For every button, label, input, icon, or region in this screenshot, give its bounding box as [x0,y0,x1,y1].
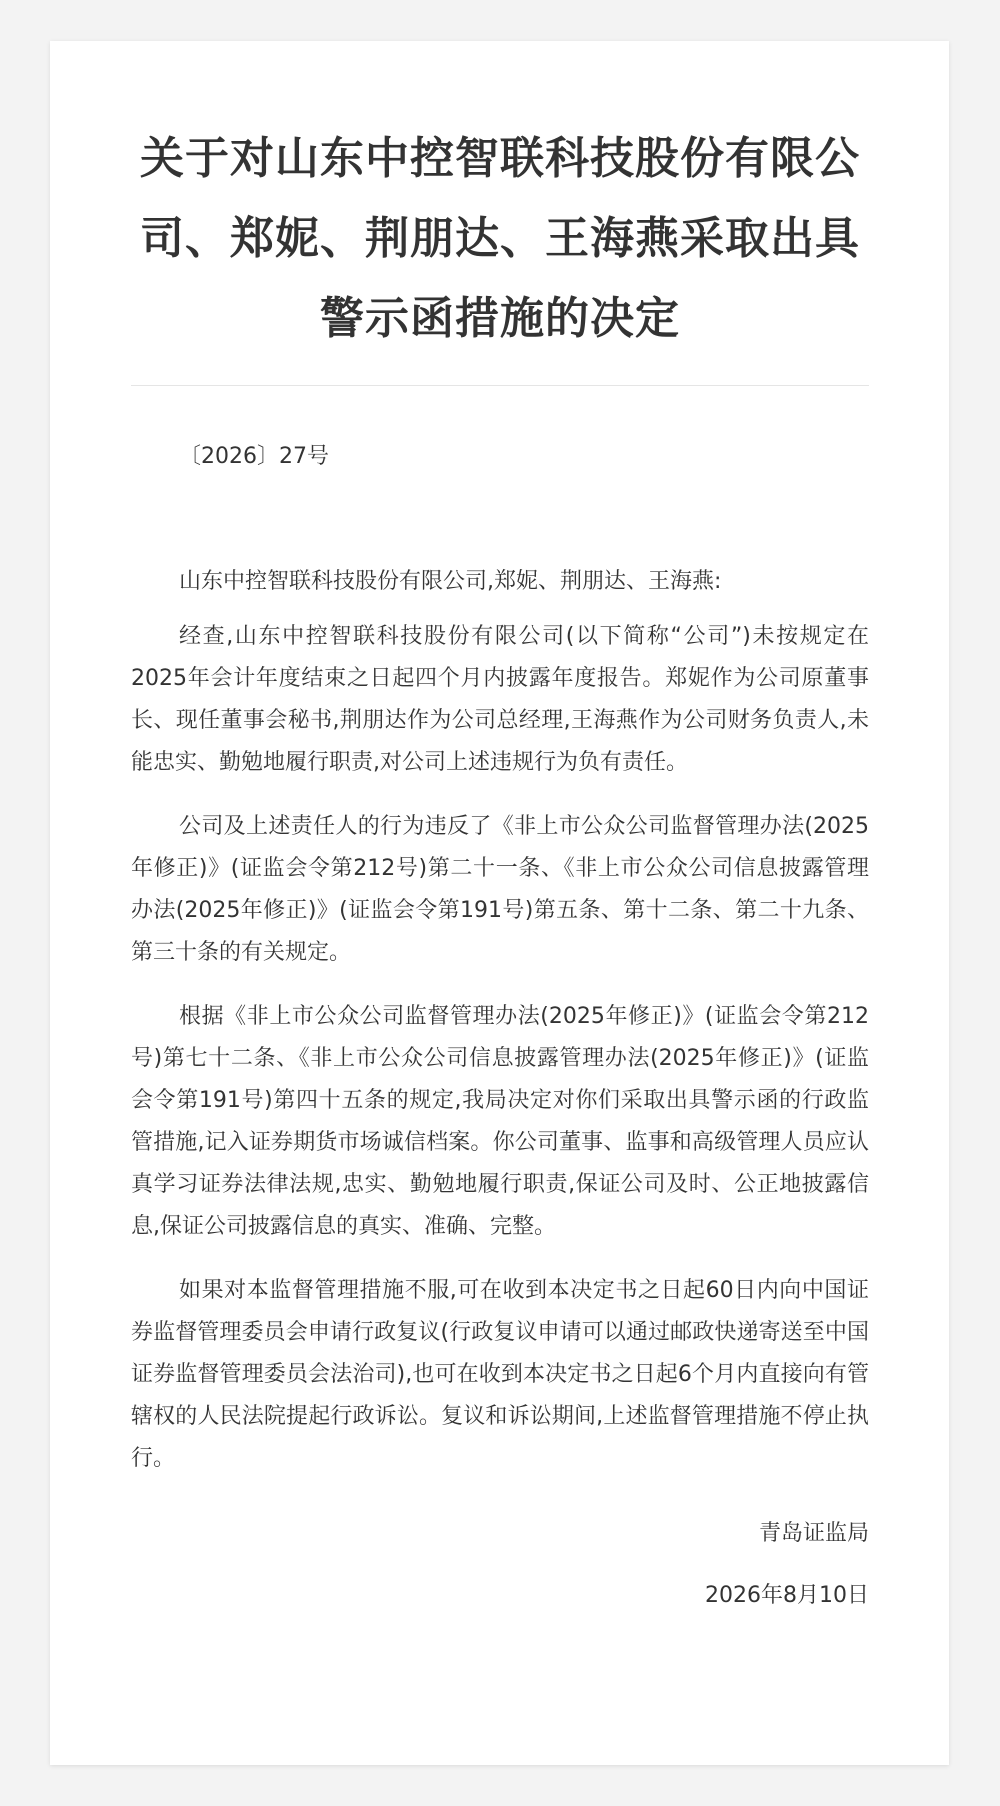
document-number: 〔2026〕27号 [179,444,329,469]
body-paragraph-1: 经查,山东中控智联科技股份有限公司(以下简称“公司”)未按规定在2025年会计年度结束之日起四个月内披露年度报告。郑妮作为公司原董事长、现任董事会秘书,荆朋达作为公司总经理,王海燕作为公司财务负责人,未能忠实、勤勉地履行职责,对公司上述违规行为负有责任。 [131,624,869,775]
body-paragraph-2: 公司及上述责任人的行为违反了《非上市公众公司监督管理办法(2025年修正)》(证监会令第212号)第二十一条、《非上市公众公司信息披露管理办法(2025年修正)》(证监会令第191号)第五条、第十二条、第二十九条、第三十条的有关规定。 [131,814,869,965]
body-paragraph-3: 根据《非上市公众公司监督管理办法(2025年修正)》(证监会令第212号)第七十二条、《非上市公众公司信息披露管理办法(2025年修正)》(证监会令第191号)第四十五条的规定,我局决定对你们采取出具警示函的行政监管措施,记入证券期货市场诚信档案。你公司董事、监事和高级管理人员应认真学习证券法律法规,忠实、勤勉地履行职责,保证公司及时、公正地披露信息,保证公司披露信息的真实、准确、完整。 [131,1004,869,1239]
title-divider [131,385,869,386]
document-page [50,41,949,1765]
addressee: 山东中控智联科技股份有限公司,郑妮、荆朋达、王海燕: [179,569,722,594]
issue-date: 2026年8月10日 [705,1583,869,1608]
document-title: 关于对山东中控智联科技股份有限公司、郑妮、荆朋达、王海燕采取出具警示函措施的决定 [140,133,860,344]
body-paragraph-4: 如果对本监督管理措施不服,可在收到本决定书之日起60日内向中国证券监督管理委员会申请行政复议(行政复议申请可以通过邮政快递寄送至中国证券监督管理委员会法治司),也可在收到本决定书之日起6个月内直接向有管辖权的人民法院提起行政诉讼。复议和诉讼期间,上述监督管理措施不停止执行。 [131,1278,869,1471]
issuing-authority: 青岛证监局 [758,1521,869,1546]
